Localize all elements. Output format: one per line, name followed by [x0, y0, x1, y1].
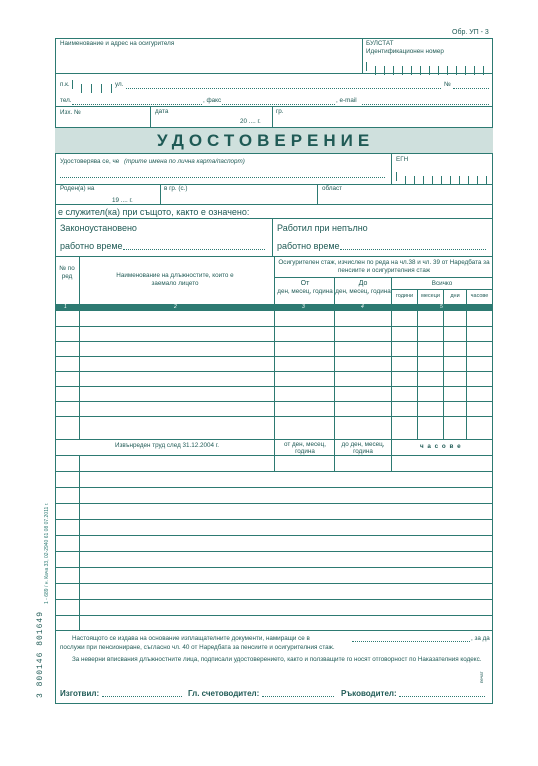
manager-label: Ръководител: [341, 689, 397, 698]
band-num-4: 4 [361, 304, 364, 310]
col-days: дни [450, 293, 460, 299]
form-code: Обр. УП - 3 [452, 29, 489, 36]
col-from-sub: ден, месец, година [277, 288, 333, 295]
table-row[interactable] [55, 487, 493, 488]
table-row[interactable] [55, 341, 493, 342]
egn-label: ЕГН [396, 156, 409, 163]
table-row[interactable] [55, 535, 493, 536]
table-row[interactable] [55, 371, 493, 372]
column-number-band [55, 304, 493, 311]
footer-para1-b: , за да [471, 635, 490, 642]
email-label: , e-mail [336, 97, 357, 104]
date-label: дата [155, 108, 169, 115]
manager-field[interactable] [399, 696, 485, 697]
table-row[interactable] [55, 519, 493, 520]
printer-code: 1 - 689 / н. Кача 33, 02-2940 61 08 07.2011 г. [44, 502, 50, 604]
table-row[interactable] [55, 615, 493, 616]
egn-boxes[interactable] [396, 172, 489, 181]
stamp-label: печат [479, 671, 484, 683]
certifies-label: Удостоверява се, че [60, 158, 120, 165]
table-row[interactable] [55, 599, 493, 600]
table-row[interactable] [55, 503, 493, 504]
document-title: УДОСТОВЕРЕНИЕ [157, 131, 375, 150]
footer-para1-a: Настоящото се издава на основание изплащателните документи, намиращи се в [72, 635, 310, 642]
email-field[interactable] [362, 104, 489, 105]
col-position-header: Наименование на длъжностите, които е заемало лицето [116, 272, 234, 287]
col-hours: часове [470, 293, 489, 299]
born-label: Роден(а) на [60, 185, 95, 192]
certifies-hint: (трите имена по лична карта/паспорт) [124, 158, 245, 165]
time-label-right: работно време [277, 241, 340, 251]
phone-label: тел. [60, 97, 72, 104]
band-num-1: 1 [64, 304, 67, 310]
in-city-label: в гр. (с.) [164, 185, 188, 192]
year-field[interactable]: 20 .... г. [240, 118, 261, 125]
table-row[interactable] [55, 416, 493, 417]
archive-location-field[interactable] [352, 641, 470, 642]
prepared-label: Изготвил: [60, 689, 100, 698]
full-name-field[interactable] [60, 177, 385, 178]
employee-text: е служител(ка) при същото, както е означено: [58, 207, 250, 217]
table-row[interactable] [55, 401, 493, 402]
table-row[interactable] [55, 583, 493, 584]
bulstat-label: БУЛСТАТ [366, 40, 394, 47]
frame-top [55, 38, 493, 39]
extra-work-label: Извънреден труд след 31.12.2004 г. [115, 442, 220, 449]
accountant-field[interactable] [262, 696, 334, 697]
table-row[interactable] [55, 326, 493, 327]
pk-label: п.к. [60, 81, 70, 88]
col-experience-header: Осигурителен стаж, изчислен по реда на чл.38 и чл. 39 от Наредбата за пенсиите и осигурителния стаж [278, 259, 490, 274]
number-field[interactable] [453, 88, 489, 89]
region-label: област [322, 185, 343, 192]
extra-to-header: до ден, месец, година [341, 441, 385, 455]
col-num-header: № по ред [59, 265, 75, 280]
col-to-sub: ден, месец, година [335, 288, 391, 295]
street-field[interactable] [126, 88, 441, 89]
frame-bottom [55, 703, 493, 704]
postal-code-boxes[interactable] [72, 80, 112, 89]
city-label: гр. [276, 108, 284, 115]
phone-field[interactable] [72, 104, 202, 105]
band-num-2: 2 [174, 304, 177, 310]
legal-label: Законоустановено [60, 223, 137, 233]
col-years: години [395, 293, 414, 299]
col-total-header: Всичко [431, 280, 453, 287]
fax-field[interactable] [222, 104, 335, 105]
street-label: ул. [115, 81, 124, 88]
prepared-field[interactable] [102, 696, 182, 697]
barcode-number: 3 800146 801649 [36, 610, 45, 698]
extra-hours-header: ч а с о в е [420, 443, 462, 450]
bulstat-boxes[interactable] [366, 62, 490, 71]
band-num-5: 5 [440, 304, 443, 310]
extra-from-header: от ден, месец, година [284, 441, 326, 455]
table-row[interactable] [55, 356, 493, 357]
table-row[interactable] [55, 551, 493, 552]
partial-label: Работил при непълно [277, 223, 368, 233]
col-from-header: От [300, 280, 310, 287]
col-months: месеци [421, 293, 440, 299]
accountant-label: Гл. счетоводител: [188, 689, 260, 698]
time-field-right[interactable] [340, 249, 486, 250]
table-row[interactable] [55, 567, 493, 568]
id-number-label: Идентификационен номер [366, 48, 444, 55]
table-row[interactable] [55, 471, 493, 472]
insurer-label: Наименование и адрес на осигурителя [60, 40, 175, 47]
footer-para1-c: послужи при пенсиониране, съгласно чл. 40 от Наредбата за пенсиите и осигурителния стаж. [60, 644, 335, 651]
born-year-field[interactable]: 19 .... г. [112, 197, 133, 204]
fax-label: , факс [203, 97, 222, 104]
time-label-left: работно време [60, 241, 123, 251]
number-label: № [444, 81, 451, 88]
time-field-left[interactable] [123, 249, 265, 250]
band-num-3: 3 [302, 304, 305, 310]
table-row[interactable] [55, 386, 493, 387]
outgoing-label: Изх. № [60, 109, 81, 116]
col-to-header: До [358, 280, 368, 287]
footer-para2: За неверни вписвания длъжностните лица, подписали удостоверението, както и ползващите го носят отговорност по Наказателния кодекс. [72, 656, 482, 663]
